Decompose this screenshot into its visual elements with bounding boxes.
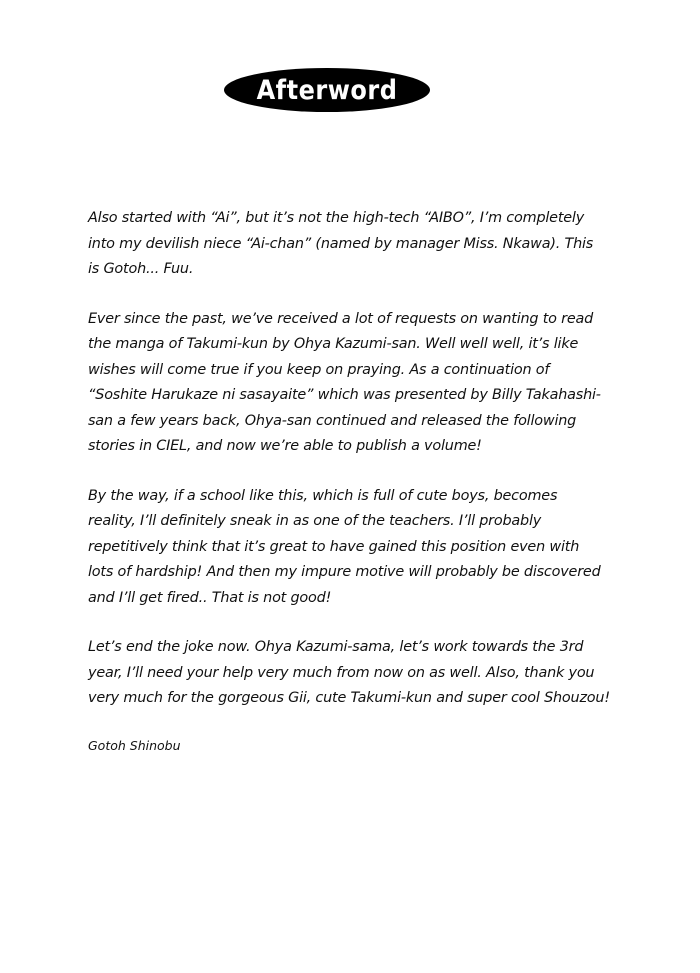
author-signature: Gotoh Shinobu — [88, 737, 181, 753]
afterword-body — [88, 206, 608, 756]
text-line: Let’s end the joke now. Ohya Kazumi-sama, let’s work towards the 3rd — [88, 639, 584, 655]
paragraph-2 — [88, 307, 608, 460]
text-line: By the way, if a school like this, which is full of cute boys, becomes — [88, 487, 558, 504]
text-line: into my devilish niece “Ai-chan” (named by manager Miss. Nkawa). This — [88, 235, 594, 252]
paragraph-3 — [88, 484, 608, 612]
text-line: lots of hardship! And then my impure motive will probably be discovered — [88, 564, 601, 580]
text-line: year, I’ll need your help very much from now on as well. Also, thank you — [88, 664, 595, 681]
text-line: Ever since the past, we’ve received a lot of requests on wanting to read — [88, 310, 594, 327]
text-line: and I’ll get fired.. That is not good! — [88, 589, 332, 606]
text-line: stories in CIEL, and now we’re able to publish a volume! — [88, 438, 482, 454]
text-line: “Soshite Harukaze ni sasayaite” which was presented by Billy Takahashi- — [88, 387, 601, 403]
text-line: very much for the gorgeous Gii, cute Takumi-kun and super cool Shouzou! — [88, 690, 610, 706]
text-line: repetitively think that it’s great to have gained this position even with — [88, 538, 580, 555]
page-title: Afterword — [256, 74, 398, 106]
text-line: Also started with “Ai”, but it’s not the high-tech “AIBO”, I’m completely — [88, 210, 585, 226]
text-line: is Gotoh... Fuu. — [88, 261, 194, 277]
text-line: the manga of Takumi-kun by Ohya Kazumi-san. Well well well, it’s like — [88, 336, 579, 352]
text-line: wishes will come true if you keep on praying. As a continuation of — [88, 361, 550, 378]
afterword-title-badge — [224, 68, 430, 112]
paragraph-1 — [88, 206, 608, 283]
text-line: reality, I’ll definitely sneak in as one of the teachers. I’ll probably — [88, 513, 542, 529]
paragraph-4 — [88, 635, 608, 712]
text-line: san a few years back, Ohya-san continued and released the following — [88, 412, 577, 429]
